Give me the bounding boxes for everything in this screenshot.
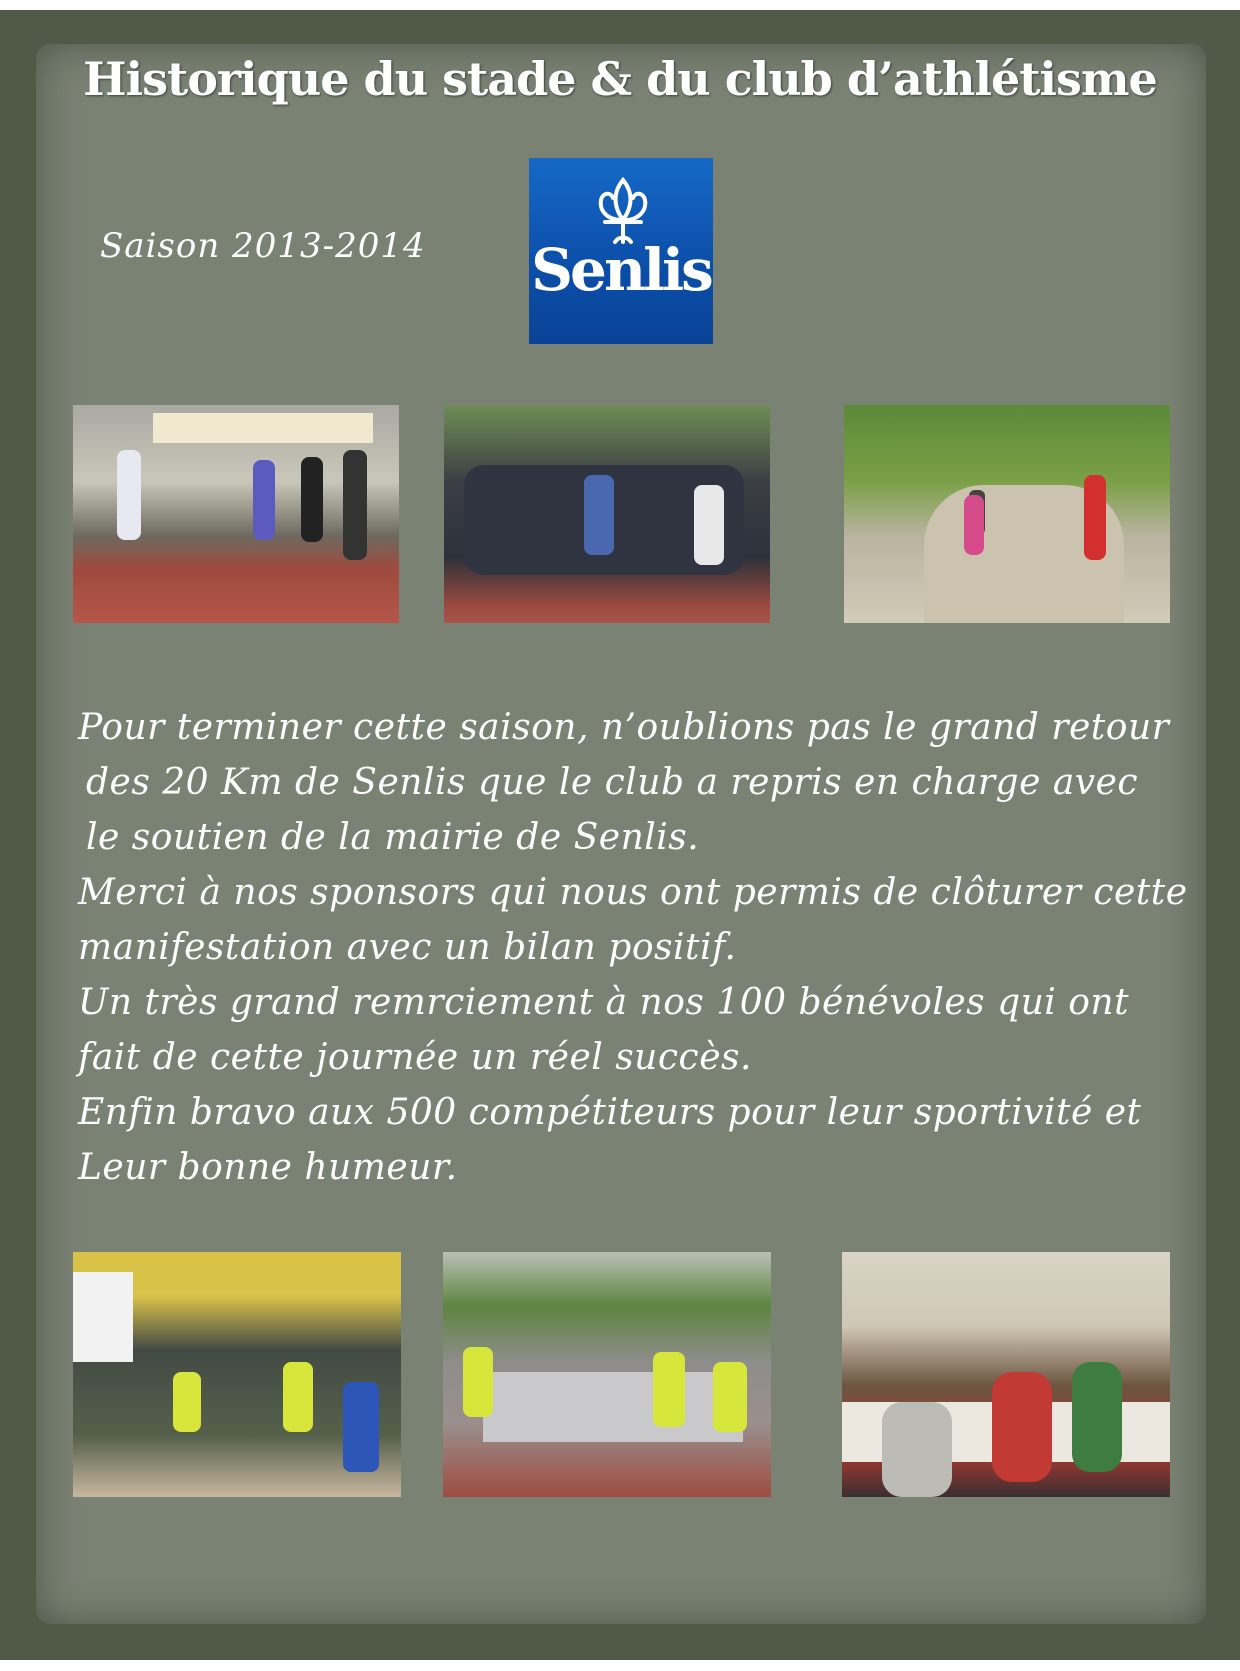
officials-at-track-barrier-photo [443, 1252, 771, 1497]
runners-on-track-photo [73, 405, 399, 623]
page-title: Historique du stade & du club d’athlétisme [83, 52, 1157, 106]
season-label: Saison 2013-2014 [100, 226, 426, 266]
logo-wordmark: Senlis [531, 236, 711, 304]
body-line: le soutien de la mairie de Senlis. [86, 817, 700, 858]
body-line: fait de cette journée un réel succès. [78, 1037, 752, 1078]
post-race-meal-photo [842, 1252, 1170, 1497]
body-line: des 20 Km de Senlis que le club a repris en charge avec [86, 762, 1139, 803]
body-line: Leur bonne humeur. [78, 1147, 458, 1188]
body-line: Un très grand remrciement à nos 100 bénévoles qui ont [78, 982, 1130, 1023]
volunteers-finish-area-photo [73, 1252, 401, 1497]
body-line: Enfin bravo aux 500 compétiteurs pour leur sportivité et [78, 1092, 1142, 1133]
crowd-at-stadium-photo [444, 405, 770, 623]
runners-on-park-path-photo [844, 405, 1170, 623]
body-line: manifestation avec un bilan positif. [78, 927, 737, 968]
body-line: Merci à nos sponsors qui nous ont permis de clôturer cette [78, 872, 1188, 913]
senlis-logo [529, 158, 713, 344]
body-text [78, 700, 1188, 1195]
body-line: Pour terminer cette saison, n’oublions pas le grand retour [78, 707, 1170, 748]
